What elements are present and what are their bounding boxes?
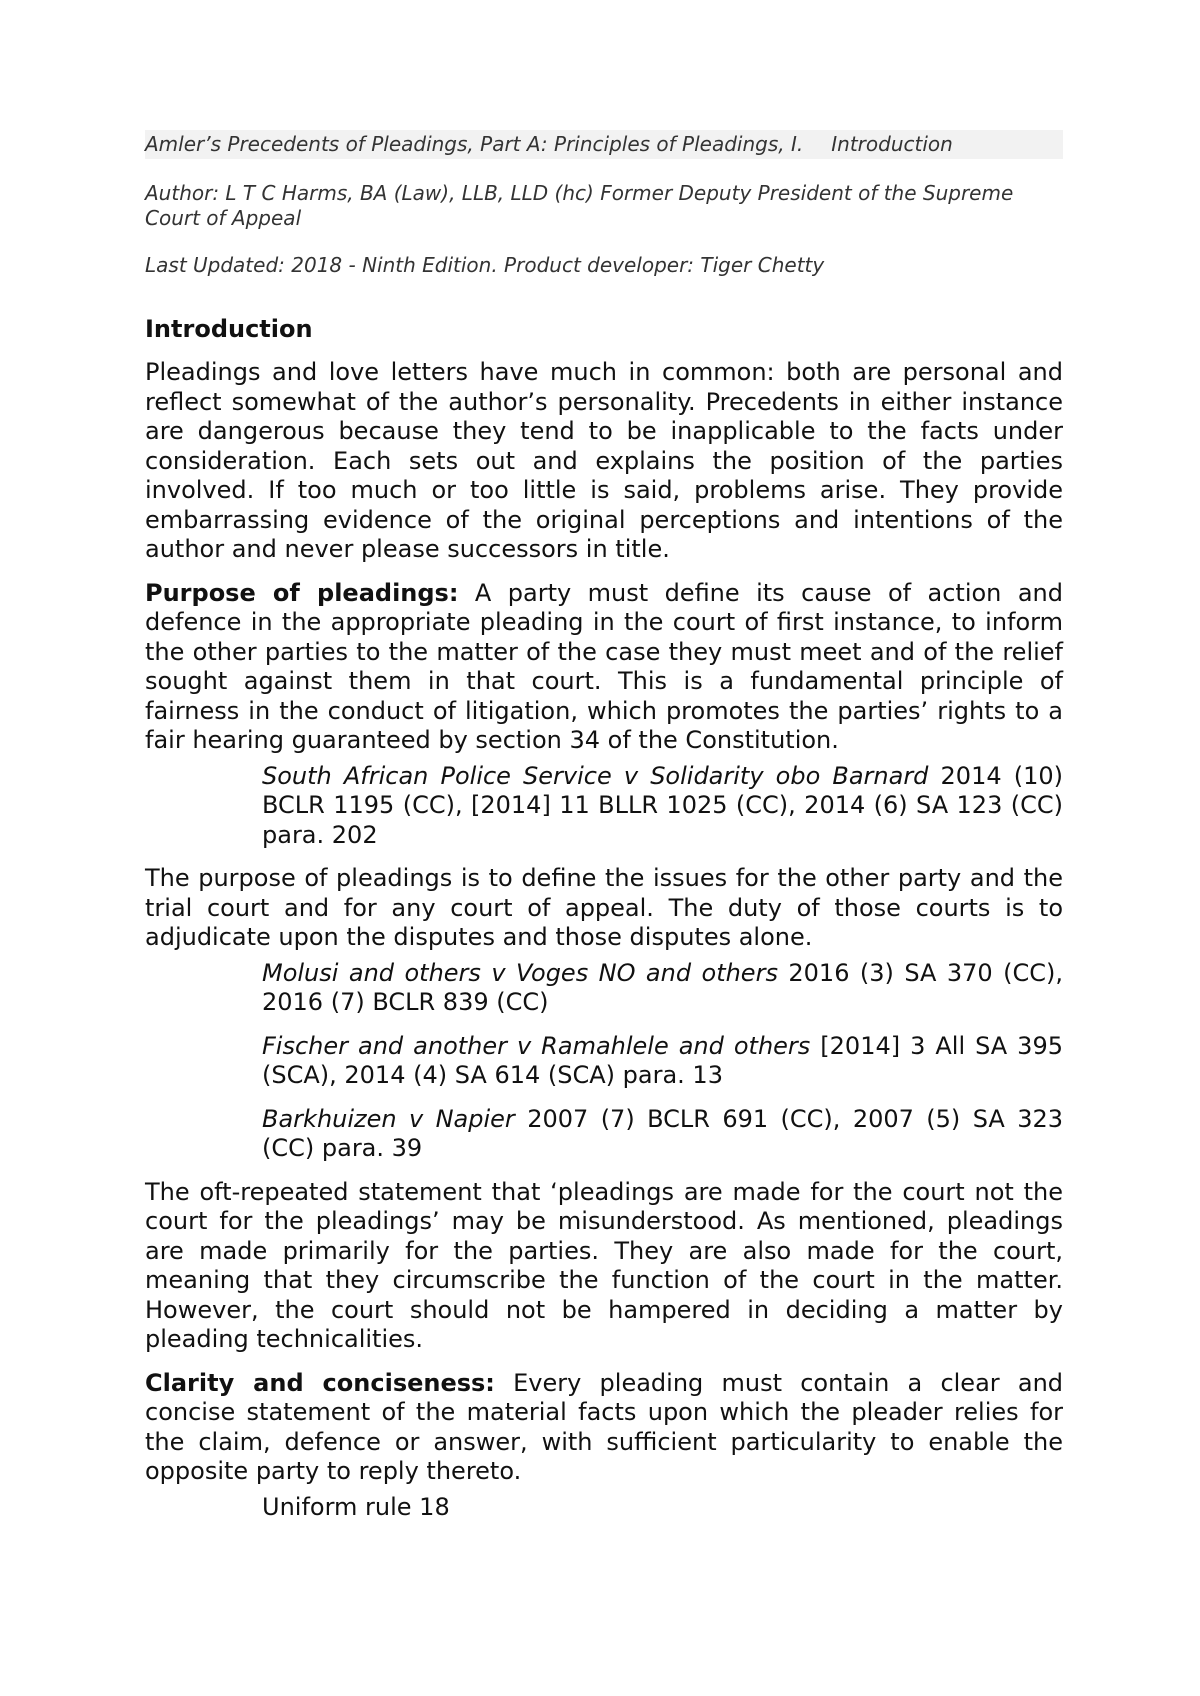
paragraph-clarity [145,1369,1063,1487]
citation-reference: 2016 (3) SA 370 (CC), 2016 (7) BCLR 839 (CC) [262,958,1063,1016]
citation-case-name: South African Police Service v Solidarity obo Barnard [262,761,929,790]
last-updated-line: Last Updated: 2018 - Ninth Edition. Product developer: Tiger Chetty [145,253,825,277]
paragraph-issues: The purpose of pleadings is to define the issues for the other party and the trial court and for any court of appeal. The duty of those courts is to adjudicate upon the disputes and those disputes alone. [145,864,1063,951]
citation-molusi [262,959,1063,1018]
citation-case-name: Barkhuizen v Napier [262,1104,515,1133]
document-title [145,130,1063,159]
document-title-part: Amler’s Precedents of Pleadings, Part A: Principles of Pleadings, I. [145,132,804,156]
paragraph-clarity-body: Every pleading must contain a clear and concise statement of the material facts upon which the pleader relies for the claim, defence or answer, with sufficient particularity to enable the opposite party to reply thereto. [145,1368,1064,1485]
paragraph-oft-repeated: The oft-repeated statement that ‘pleadings are made for the court not the court for the pleadings’ may be misunderstood. As mentioned, pleadings are made primarily for the parties. They are also made for the court, meaning that they circumscribe the function of the court in the matter. However, the court should not be hampered in deciding a matter by pleading technicalities. [145,1177,1063,1353]
paragraph-purpose-body: A party must define its cause of action and defence in the appropriate pleading in the court of first instance, to inform the other parties to the matter of the case they must meet and of the relief sought against them in that court. This is a fundamental principle of fairness in the conduct of litigation, which promotes the parties’ rights to a fair hearing guaranteed by section 34 of the Constitution. [145,578,1063,754]
citation-case-name: Molusi and others v Voges NO and others [262,958,778,987]
section-heading: Introduction [145,315,313,343]
paragraph-clarity-lead: Clarity and conciseness: [145,1368,495,1397]
paragraph-intro: Pleadings and love letters have much in common: both are personal and reflect somewhat of the author’s personality. Precedents in either instance are dangerous because they tend to be inapplicable to the facts under consideration. Each sets out and explains the position of the parties involved. If too much or too little is said, problems arise. They provide embarrassing evidence of the original perceptions and intentions of the author and never please successors in title. [145,358,1063,563]
paragraph-purpose [145,579,1063,756]
citation-case-name: Fischer and another v Ramahlele and others [262,1031,811,1060]
citation-barkhuizen [262,1105,1063,1164]
document-page [145,130,1063,1536]
citation-reference: 2014 (10) BCLR 1195 (CC), [2014] 11 BLLR 1025 (CC), 2014 (6) SA 123 (CC) para. 202 [262,761,1063,849]
citation-fischer [262,1032,1063,1091]
paragraph-purpose-lead: Purpose of pleadings: [145,578,459,607]
citation-barnard [262,762,1063,851]
document-title-section: Introduction [831,132,953,156]
citation-uniform-rule: Uniform rule 18 [262,1492,450,1521]
author-line: Author: L T C Harms, BA (Law), LLB, LLD (hc) Former Deputy President of the Supreme Court of Appeal [145,181,1014,230]
citation-reference: 2007 (7) BCLR 691 (CC), 2007 (5) SA 323 (CC) para. 39 [262,1104,1063,1162]
citation-reference: [2014] 3 All SA 395 (SCA), 2014 (4) SA 614 (SCA) para. 13 [262,1031,1063,1089]
